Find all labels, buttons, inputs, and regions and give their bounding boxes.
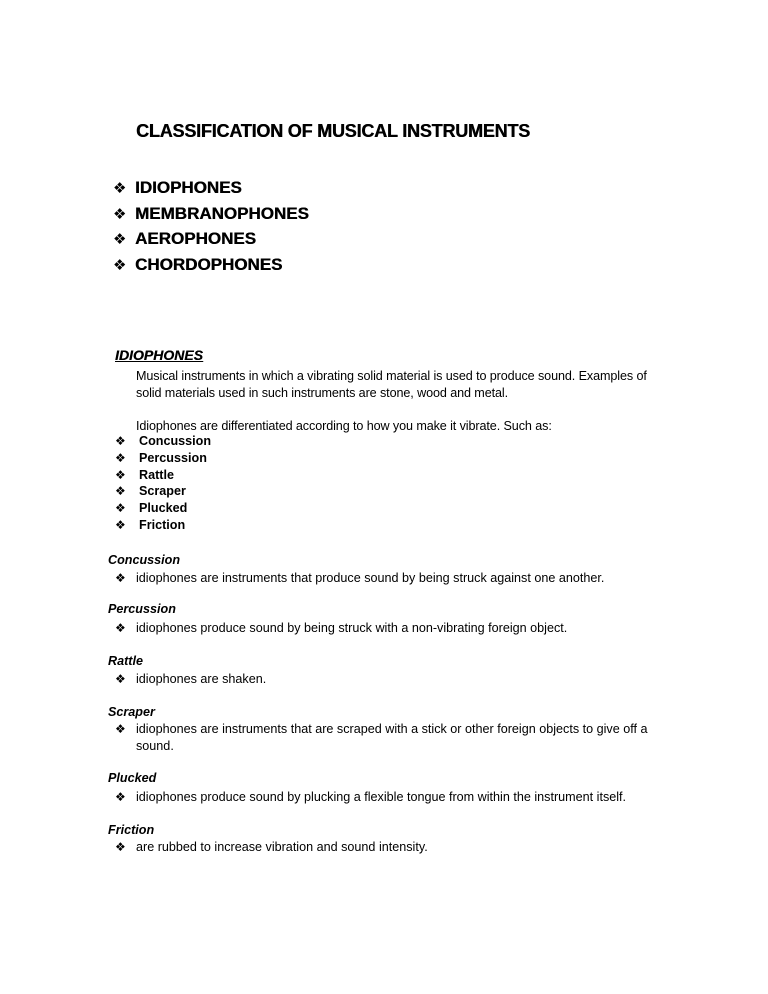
diamond-bullet-icon: ❖: [115, 451, 126, 465]
term-heading-plucked: Plucked: [108, 771, 157, 785]
section-intro: Musical instruments in which a vibrating solid material is used to produce sound. Examples of solid materials used in such instruments are stone, wood and metal.: [136, 369, 647, 400]
definition-text: idiophones produce sound by being struck with a non-vibrating foreign object.: [136, 621, 568, 635]
diamond-bullet-icon: ❖: [113, 180, 127, 197]
type-label: Concussion: [139, 434, 212, 448]
list-item-label: CHORDOPHONES: [135, 255, 283, 274]
page-title: CLASSIFICATION OF MUSICAL INSTRUMENTS: [136, 121, 530, 141]
list-item: [113, 204, 309, 224]
type-label: Plucked: [139, 501, 188, 515]
definition-item: [115, 570, 675, 587]
term-heading-friction: Friction: [108, 823, 155, 837]
diamond-bullet-icon: ❖: [115, 571, 126, 585]
definition-text: idiophones are instruments that produce sound by being struck against one another.: [136, 571, 605, 585]
diamond-bullet-icon: ❖: [115, 518, 126, 532]
list-item: [113, 255, 282, 275]
definition-item: [115, 839, 675, 856]
list-item: [115, 484, 186, 498]
diamond-bullet-icon: ❖: [115, 672, 126, 686]
definition-item: [115, 721, 675, 755]
diamond-bullet-icon: ❖: [113, 206, 127, 223]
list-item: [113, 229, 256, 249]
diamond-bullet-icon: ❖: [115, 722, 126, 736]
term-heading-rattle: Rattle: [108, 654, 143, 668]
section-heading: IDIOPHONES: [115, 347, 203, 363]
diamond-bullet-icon: ❖: [113, 231, 127, 248]
diamond-bullet-icon: ❖: [115, 501, 126, 515]
diamond-bullet-icon: ❖: [115, 790, 126, 804]
type-label: Rattle: [139, 468, 174, 482]
types-intro: Idiophones are differentiated according to how you make it vibrate. Such as:: [136, 419, 552, 433]
list-item-label: AEROPHONES: [135, 229, 256, 248]
list-item: [115, 434, 211, 448]
list-item-label: MEMBRANOPHONES: [135, 204, 309, 223]
list-item: [115, 451, 207, 465]
definition-text: idiophones are instruments that are scraped with a stick or other foreign objects to give off a sound.: [136, 722, 648, 753]
type-label: Percussion: [139, 451, 207, 465]
definition-item: [115, 620, 675, 637]
definition-text: idiophones produce sound by plucking a flexible tongue from within the instrument itself.: [136, 790, 627, 804]
definition-text: are rubbed to increase vibration and sound intensity.: [136, 840, 428, 854]
type-label: Scraper: [139, 484, 186, 498]
list-item: [115, 468, 174, 482]
term-heading-percussion: Percussion: [108, 602, 176, 616]
term-heading-scraper: Scraper: [108, 705, 155, 719]
list-item: [115, 501, 187, 515]
type-label: Friction: [139, 518, 186, 532]
diamond-bullet-icon: ❖: [115, 621, 126, 635]
diamond-bullet-icon: ❖: [115, 468, 126, 482]
list-item: [115, 518, 185, 532]
definition-item: [115, 671, 675, 688]
definition-text: idiophones are shaken.: [136, 672, 267, 686]
diamond-bullet-icon: ❖: [115, 484, 126, 498]
diamond-bullet-icon: ❖: [115, 840, 126, 854]
diamond-bullet-icon: ❖: [113, 257, 127, 274]
list-item: [113, 178, 242, 198]
list-item-label: IDIOPHONES: [135, 178, 242, 197]
definition-item: [115, 789, 675, 806]
term-heading-concussion: Concussion: [108, 553, 181, 567]
diamond-bullet-icon: ❖: [115, 434, 126, 448]
